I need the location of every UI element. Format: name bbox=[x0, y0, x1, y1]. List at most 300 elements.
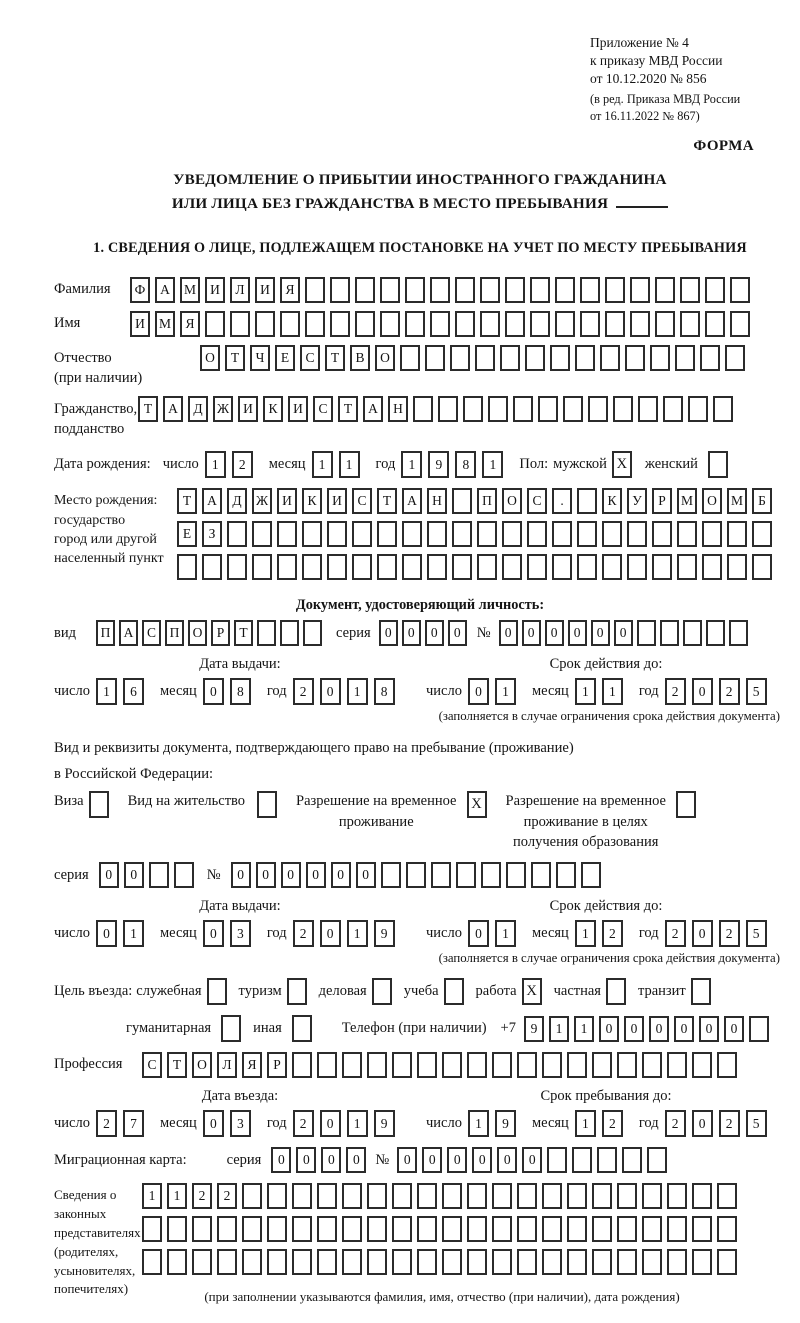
char-cell[interactable] bbox=[255, 311, 275, 337]
char-cell[interactable]: 2 bbox=[665, 678, 686, 705]
char-cell[interactable]: Р bbox=[267, 1052, 287, 1078]
char-cell[interactable]: 9 bbox=[374, 1110, 395, 1137]
char-cell[interactable]: И bbox=[327, 488, 347, 514]
char-cell[interactable] bbox=[292, 1216, 312, 1242]
char-cell[interactable] bbox=[538, 396, 558, 422]
char-cell[interactable] bbox=[317, 1183, 337, 1209]
char-cell[interactable]: А bbox=[363, 396, 383, 422]
char-cell[interactable] bbox=[330, 277, 350, 303]
char-cell[interactable] bbox=[477, 554, 497, 580]
char-cell[interactable] bbox=[492, 1216, 512, 1242]
char-cell[interactable]: С bbox=[352, 488, 372, 514]
char-cell[interactable]: Я bbox=[242, 1052, 262, 1078]
char-cell[interactable]: 0 bbox=[447, 1147, 467, 1173]
char-cell[interactable] bbox=[252, 521, 272, 547]
char-cell[interactable] bbox=[477, 521, 497, 547]
char-cell[interactable]: С bbox=[527, 488, 547, 514]
char-cell[interactable] bbox=[527, 554, 547, 580]
char-cell[interactable] bbox=[227, 521, 247, 547]
char-cell[interactable]: О bbox=[192, 1052, 212, 1078]
char-cell[interactable]: 0 bbox=[203, 678, 224, 705]
char-cell[interactable]: 1 bbox=[312, 451, 333, 478]
char-cell[interactable]: 2 bbox=[293, 1110, 314, 1137]
char-cell[interactable] bbox=[517, 1249, 537, 1275]
char-cell[interactable]: С bbox=[142, 1052, 162, 1078]
char-cell[interactable] bbox=[367, 1249, 387, 1275]
char-cell[interactable]: 0 bbox=[614, 620, 633, 646]
char-cell[interactable] bbox=[352, 554, 372, 580]
char-cell[interactable]: А bbox=[119, 620, 138, 646]
char-cell[interactable] bbox=[417, 1249, 437, 1275]
char-cell[interactable] bbox=[588, 396, 608, 422]
char-cell[interactable] bbox=[730, 277, 750, 303]
char-cell[interactable] bbox=[567, 1216, 587, 1242]
char-cell[interactable]: К bbox=[263, 396, 283, 422]
char-cell[interactable] bbox=[392, 1249, 412, 1275]
char-cell[interactable]: 0 bbox=[425, 620, 444, 646]
char-cell[interactable]: В bbox=[350, 345, 370, 371]
char-cell[interactable]: 3 bbox=[230, 920, 251, 947]
char-cell[interactable]: К bbox=[302, 488, 322, 514]
char-cell[interactable]: И bbox=[288, 396, 308, 422]
char-cell[interactable] bbox=[413, 396, 433, 422]
char-cell[interactable]: Е bbox=[177, 521, 197, 547]
char-cell[interactable] bbox=[467, 1183, 487, 1209]
char-cell[interactable] bbox=[402, 521, 422, 547]
char-cell[interactable] bbox=[481, 862, 501, 888]
char-cell[interactable]: 5 bbox=[746, 678, 767, 705]
char-cell[interactable]: 0 bbox=[545, 620, 564, 646]
char-cell[interactable]: 0 bbox=[692, 678, 713, 705]
char-cell[interactable] bbox=[438, 396, 458, 422]
char-cell[interactable] bbox=[642, 1052, 662, 1078]
char-cell[interactable]: 1 bbox=[401, 451, 422, 478]
char-cell[interactable] bbox=[513, 396, 533, 422]
char-cell[interactable]: О bbox=[375, 345, 395, 371]
char-cell[interactable] bbox=[729, 620, 748, 646]
char-cell[interactable] bbox=[467, 1052, 487, 1078]
char-cell[interactable] bbox=[317, 1249, 337, 1275]
char-cell[interactable] bbox=[637, 620, 656, 646]
char-cell[interactable] bbox=[580, 277, 600, 303]
char-cell[interactable]: 1 bbox=[123, 920, 144, 947]
char-cell[interactable]: 2 bbox=[719, 1110, 740, 1137]
char-cell[interactable]: 0 bbox=[231, 862, 251, 888]
char-cell[interactable] bbox=[352, 521, 372, 547]
char-cell[interactable] bbox=[427, 521, 447, 547]
char-cell[interactable] bbox=[622, 1147, 642, 1173]
visa-checkbox[interactable] bbox=[89, 791, 109, 818]
char-cell[interactable] bbox=[677, 554, 697, 580]
char-cell[interactable]: 0 bbox=[402, 620, 421, 646]
char-cell[interactable] bbox=[592, 1183, 612, 1209]
char-cell[interactable]: 0 bbox=[306, 862, 326, 888]
char-cell[interactable]: 1 bbox=[96, 678, 117, 705]
char-cell[interactable]: А bbox=[163, 396, 183, 422]
char-cell[interactable]: М bbox=[677, 488, 697, 514]
char-cell[interactable] bbox=[667, 1183, 687, 1209]
char-cell[interactable] bbox=[327, 554, 347, 580]
char-cell[interactable] bbox=[417, 1216, 437, 1242]
char-cell[interactable]: 1 bbox=[167, 1183, 187, 1209]
char-cell[interactable]: 0 bbox=[379, 620, 398, 646]
char-cell[interactable] bbox=[456, 862, 476, 888]
char-cell[interactable] bbox=[149, 862, 169, 888]
char-cell[interactable] bbox=[517, 1183, 537, 1209]
char-cell[interactable] bbox=[650, 345, 670, 371]
char-cell[interactable] bbox=[417, 1052, 437, 1078]
char-cell[interactable]: 1 bbox=[495, 678, 516, 705]
char-cell[interactable] bbox=[425, 345, 445, 371]
char-cell[interactable]: С bbox=[313, 396, 333, 422]
char-cell[interactable]: 0 bbox=[281, 862, 301, 888]
char-cell[interactable]: Л bbox=[217, 1052, 237, 1078]
char-cell[interactable] bbox=[317, 1216, 337, 1242]
char-cell[interactable] bbox=[230, 311, 250, 337]
char-cell[interactable]: Б bbox=[752, 488, 772, 514]
char-cell[interactable]: 0 bbox=[699, 1016, 719, 1042]
char-cell[interactable]: О bbox=[188, 620, 207, 646]
char-cell[interactable] bbox=[692, 1052, 712, 1078]
char-cell[interactable] bbox=[552, 521, 572, 547]
char-cell[interactable]: П bbox=[165, 620, 184, 646]
char-cell[interactable] bbox=[292, 1249, 312, 1275]
char-cell[interactable]: И bbox=[130, 311, 150, 337]
char-cell[interactable] bbox=[463, 396, 483, 422]
char-cell[interactable] bbox=[292, 1052, 312, 1078]
char-cell[interactable]: 0 bbox=[692, 920, 713, 947]
char-cell[interactable] bbox=[167, 1249, 187, 1275]
char-cell[interactable] bbox=[655, 311, 675, 337]
char-cell[interactable]: 0 bbox=[692, 1110, 713, 1137]
char-cell[interactable] bbox=[367, 1216, 387, 1242]
char-cell[interactable] bbox=[517, 1052, 537, 1078]
char-cell[interactable] bbox=[692, 1183, 712, 1209]
char-cell[interactable]: 9 bbox=[374, 920, 395, 947]
char-cell[interactable]: 0 bbox=[522, 1147, 542, 1173]
char-cell[interactable]: 1 bbox=[347, 678, 368, 705]
char-cell[interactable] bbox=[717, 1183, 737, 1209]
char-cell[interactable] bbox=[717, 1052, 737, 1078]
char-cell[interactable] bbox=[688, 396, 708, 422]
char-cell[interactable]: Т bbox=[338, 396, 358, 422]
char-cell[interactable] bbox=[613, 396, 633, 422]
char-cell[interactable] bbox=[655, 277, 675, 303]
char-cell[interactable] bbox=[505, 277, 525, 303]
char-cell[interactable]: Ф bbox=[130, 277, 150, 303]
char-cell[interactable]: 9 bbox=[428, 451, 449, 478]
char-cell[interactable]: С bbox=[142, 620, 161, 646]
char-cell[interactable] bbox=[680, 311, 700, 337]
char-cell[interactable]: О bbox=[702, 488, 722, 514]
char-cell[interactable] bbox=[267, 1249, 287, 1275]
char-cell[interactable]: Е bbox=[275, 345, 295, 371]
purpose-tourism-checkbox[interactable] bbox=[287, 978, 307, 1005]
char-cell[interactable]: 0 bbox=[356, 862, 376, 888]
char-cell[interactable] bbox=[592, 1249, 612, 1275]
char-cell[interactable]: 0 bbox=[649, 1016, 669, 1042]
char-cell[interactable] bbox=[617, 1249, 637, 1275]
char-cell[interactable] bbox=[563, 396, 583, 422]
female-checkbox[interactable] bbox=[708, 451, 728, 478]
char-cell[interactable]: Н bbox=[427, 488, 447, 514]
char-cell[interactable] bbox=[705, 277, 725, 303]
char-cell[interactable] bbox=[492, 1183, 512, 1209]
char-cell[interactable]: Д bbox=[188, 396, 208, 422]
char-cell[interactable] bbox=[575, 345, 595, 371]
char-cell[interactable]: . bbox=[552, 488, 572, 514]
char-cell[interactable]: 0 bbox=[472, 1147, 492, 1173]
purpose-work-checkbox[interactable]: X bbox=[522, 978, 542, 1005]
char-cell[interactable] bbox=[452, 488, 472, 514]
char-cell[interactable]: 1 bbox=[142, 1183, 162, 1209]
char-cell[interactable] bbox=[677, 521, 697, 547]
char-cell[interactable] bbox=[302, 554, 322, 580]
char-cell[interactable] bbox=[530, 277, 550, 303]
char-cell[interactable] bbox=[381, 862, 401, 888]
char-cell[interactable] bbox=[480, 311, 500, 337]
char-cell[interactable] bbox=[303, 620, 322, 646]
char-cell[interactable] bbox=[227, 554, 247, 580]
char-cell[interactable] bbox=[556, 862, 576, 888]
char-cell[interactable] bbox=[730, 311, 750, 337]
char-cell[interactable] bbox=[217, 1249, 237, 1275]
char-cell[interactable]: 2 bbox=[719, 678, 740, 705]
char-cell[interactable] bbox=[242, 1216, 262, 1242]
char-cell[interactable]: 9 bbox=[495, 1110, 516, 1137]
char-cell[interactable] bbox=[517, 1216, 537, 1242]
char-cell[interactable] bbox=[502, 521, 522, 547]
char-cell[interactable] bbox=[217, 1216, 237, 1242]
char-cell[interactable]: 0 bbox=[397, 1147, 417, 1173]
char-cell[interactable]: 0 bbox=[674, 1016, 694, 1042]
char-cell[interactable] bbox=[392, 1183, 412, 1209]
char-cell[interactable] bbox=[402, 554, 422, 580]
char-cell[interactable]: Т bbox=[138, 396, 158, 422]
char-cell[interactable]: З bbox=[202, 521, 222, 547]
char-cell[interactable] bbox=[667, 1249, 687, 1275]
char-cell[interactable] bbox=[602, 521, 622, 547]
char-cell[interactable] bbox=[705, 311, 725, 337]
male-checkbox[interactable]: X bbox=[612, 451, 632, 478]
char-cell[interactable]: 2 bbox=[96, 1110, 117, 1137]
char-cell[interactable] bbox=[542, 1249, 562, 1275]
char-cell[interactable] bbox=[547, 1147, 567, 1173]
char-cell[interactable] bbox=[692, 1216, 712, 1242]
char-cell[interactable]: 0 bbox=[346, 1147, 366, 1173]
char-cell[interactable] bbox=[581, 862, 601, 888]
char-cell[interactable] bbox=[752, 521, 772, 547]
char-cell[interactable]: 1 bbox=[347, 920, 368, 947]
char-cell[interactable] bbox=[702, 521, 722, 547]
char-cell[interactable] bbox=[683, 620, 702, 646]
char-cell[interactable] bbox=[400, 345, 420, 371]
char-cell[interactable]: 1 bbox=[347, 1110, 368, 1137]
char-cell[interactable]: Т bbox=[225, 345, 245, 371]
char-cell[interactable]: 0 bbox=[271, 1147, 291, 1173]
char-cell[interactable] bbox=[625, 345, 645, 371]
char-cell[interactable] bbox=[405, 311, 425, 337]
char-cell[interactable]: 5 bbox=[746, 920, 767, 947]
char-cell[interactable]: И bbox=[205, 277, 225, 303]
char-cell[interactable] bbox=[142, 1216, 162, 1242]
char-cell[interactable] bbox=[242, 1249, 262, 1275]
char-cell[interactable] bbox=[506, 862, 526, 888]
char-cell[interactable] bbox=[305, 277, 325, 303]
char-cell[interactable] bbox=[630, 311, 650, 337]
char-cell[interactable] bbox=[627, 554, 647, 580]
char-cell[interactable] bbox=[242, 1183, 262, 1209]
char-cell[interactable]: 1 bbox=[339, 451, 360, 478]
char-cell[interactable]: 0 bbox=[203, 1110, 224, 1137]
char-cell[interactable]: У bbox=[627, 488, 647, 514]
char-cell[interactable]: Ж bbox=[252, 488, 272, 514]
char-cell[interactable]: А bbox=[402, 488, 422, 514]
char-cell[interactable] bbox=[642, 1249, 662, 1275]
char-cell[interactable] bbox=[417, 1183, 437, 1209]
char-cell[interactable] bbox=[577, 521, 597, 547]
char-cell[interactable]: 1 bbox=[575, 678, 596, 705]
char-cell[interactable]: Р bbox=[652, 488, 672, 514]
char-cell[interactable]: 0 bbox=[331, 862, 351, 888]
char-cell[interactable] bbox=[427, 554, 447, 580]
char-cell[interactable]: 1 bbox=[574, 1016, 594, 1042]
char-cell[interactable] bbox=[725, 345, 745, 371]
char-cell[interactable]: 2 bbox=[293, 920, 314, 947]
char-cell[interactable] bbox=[580, 311, 600, 337]
char-cell[interactable] bbox=[542, 1183, 562, 1209]
char-cell[interactable] bbox=[450, 345, 470, 371]
char-cell[interactable] bbox=[280, 311, 300, 337]
char-cell[interactable]: Т bbox=[177, 488, 197, 514]
char-cell[interactable] bbox=[202, 554, 222, 580]
char-cell[interactable]: А bbox=[155, 277, 175, 303]
char-cell[interactable] bbox=[380, 277, 400, 303]
char-cell[interactable] bbox=[380, 311, 400, 337]
char-cell[interactable] bbox=[567, 1249, 587, 1275]
char-cell[interactable]: Т bbox=[377, 488, 397, 514]
char-cell[interactable] bbox=[652, 521, 672, 547]
char-cell[interactable] bbox=[602, 554, 622, 580]
char-cell[interactable] bbox=[430, 311, 450, 337]
char-cell[interactable]: М bbox=[155, 311, 175, 337]
char-cell[interactable] bbox=[642, 1216, 662, 1242]
char-cell[interactable] bbox=[530, 311, 550, 337]
char-cell[interactable] bbox=[663, 396, 683, 422]
char-cell[interactable]: 6 bbox=[123, 678, 144, 705]
char-cell[interactable] bbox=[252, 554, 272, 580]
purpose-official-checkbox[interactable] bbox=[207, 978, 227, 1005]
char-cell[interactable]: 2 bbox=[217, 1183, 237, 1209]
char-cell[interactable] bbox=[267, 1183, 287, 1209]
char-cell[interactable]: О bbox=[502, 488, 522, 514]
char-cell[interactable] bbox=[552, 554, 572, 580]
char-cell[interactable] bbox=[505, 311, 525, 337]
char-cell[interactable] bbox=[752, 554, 772, 580]
char-cell[interactable]: 0 bbox=[99, 862, 119, 888]
char-cell[interactable]: 0 bbox=[96, 920, 117, 947]
char-cell[interactable] bbox=[542, 1052, 562, 1078]
char-cell[interactable] bbox=[727, 521, 747, 547]
char-cell[interactable] bbox=[342, 1052, 362, 1078]
char-cell[interactable] bbox=[555, 311, 575, 337]
char-cell[interactable] bbox=[713, 396, 733, 422]
char-cell[interactable]: С bbox=[300, 345, 320, 371]
purpose-business-checkbox[interactable] bbox=[372, 978, 392, 1005]
char-cell[interactable] bbox=[342, 1249, 362, 1275]
char-cell[interactable]: И bbox=[255, 277, 275, 303]
char-cell[interactable] bbox=[567, 1183, 587, 1209]
char-cell[interactable] bbox=[317, 1052, 337, 1078]
char-cell[interactable] bbox=[617, 1052, 637, 1078]
purpose-other-checkbox[interactable] bbox=[292, 1015, 312, 1042]
char-cell[interactable] bbox=[706, 620, 725, 646]
char-cell[interactable]: 1 bbox=[468, 1110, 489, 1137]
char-cell[interactable]: И bbox=[277, 488, 297, 514]
char-cell[interactable]: 8 bbox=[455, 451, 476, 478]
char-cell[interactable]: Я bbox=[280, 277, 300, 303]
char-cell[interactable]: 1 bbox=[482, 451, 503, 478]
char-cell[interactable] bbox=[442, 1052, 462, 1078]
char-cell[interactable] bbox=[367, 1183, 387, 1209]
char-cell[interactable]: 2 bbox=[602, 920, 623, 947]
char-cell[interactable]: 0 bbox=[522, 620, 541, 646]
char-cell[interactable] bbox=[292, 1183, 312, 1209]
char-cell[interactable]: 1 bbox=[602, 678, 623, 705]
char-cell[interactable] bbox=[257, 620, 276, 646]
char-cell[interactable] bbox=[502, 554, 522, 580]
char-cell[interactable] bbox=[330, 311, 350, 337]
char-cell[interactable] bbox=[467, 1216, 487, 1242]
char-cell[interactable] bbox=[192, 1216, 212, 1242]
char-cell[interactable] bbox=[367, 1052, 387, 1078]
char-cell[interactable]: 2 bbox=[665, 1110, 686, 1137]
char-cell[interactable] bbox=[638, 396, 658, 422]
char-cell[interactable] bbox=[525, 345, 545, 371]
char-cell[interactable]: А bbox=[202, 488, 222, 514]
char-cell[interactable] bbox=[488, 396, 508, 422]
char-cell[interactable]: 1 bbox=[495, 920, 516, 947]
char-cell[interactable]: 2 bbox=[665, 920, 686, 947]
char-cell[interactable] bbox=[717, 1216, 737, 1242]
char-cell[interactable] bbox=[302, 521, 322, 547]
char-cell[interactable] bbox=[377, 554, 397, 580]
char-cell[interactable]: Т bbox=[325, 345, 345, 371]
char-cell[interactable] bbox=[342, 1216, 362, 1242]
char-cell[interactable] bbox=[667, 1216, 687, 1242]
char-cell[interactable] bbox=[355, 311, 375, 337]
char-cell[interactable]: 8 bbox=[374, 678, 395, 705]
char-cell[interactable]: Т bbox=[167, 1052, 187, 1078]
char-cell[interactable]: П bbox=[96, 620, 115, 646]
char-cell[interactable]: И bbox=[238, 396, 258, 422]
char-cell[interactable]: 9 bbox=[524, 1016, 544, 1042]
char-cell[interactable] bbox=[680, 277, 700, 303]
char-cell[interactable] bbox=[572, 1147, 592, 1173]
residence-permit-checkbox[interactable] bbox=[257, 791, 277, 818]
char-cell[interactable]: 1 bbox=[549, 1016, 569, 1042]
char-cell[interactable]: 0 bbox=[624, 1016, 644, 1042]
char-cell[interactable]: 0 bbox=[296, 1147, 316, 1173]
char-cell[interactable]: 0 bbox=[203, 920, 224, 947]
char-cell[interactable] bbox=[392, 1216, 412, 1242]
char-cell[interactable] bbox=[577, 554, 597, 580]
temp-residence-checkbox[interactable]: X bbox=[467, 791, 487, 818]
char-cell[interactable] bbox=[267, 1216, 287, 1242]
char-cell[interactable] bbox=[702, 554, 722, 580]
char-cell[interactable]: 0 bbox=[320, 920, 341, 947]
char-cell[interactable] bbox=[630, 277, 650, 303]
